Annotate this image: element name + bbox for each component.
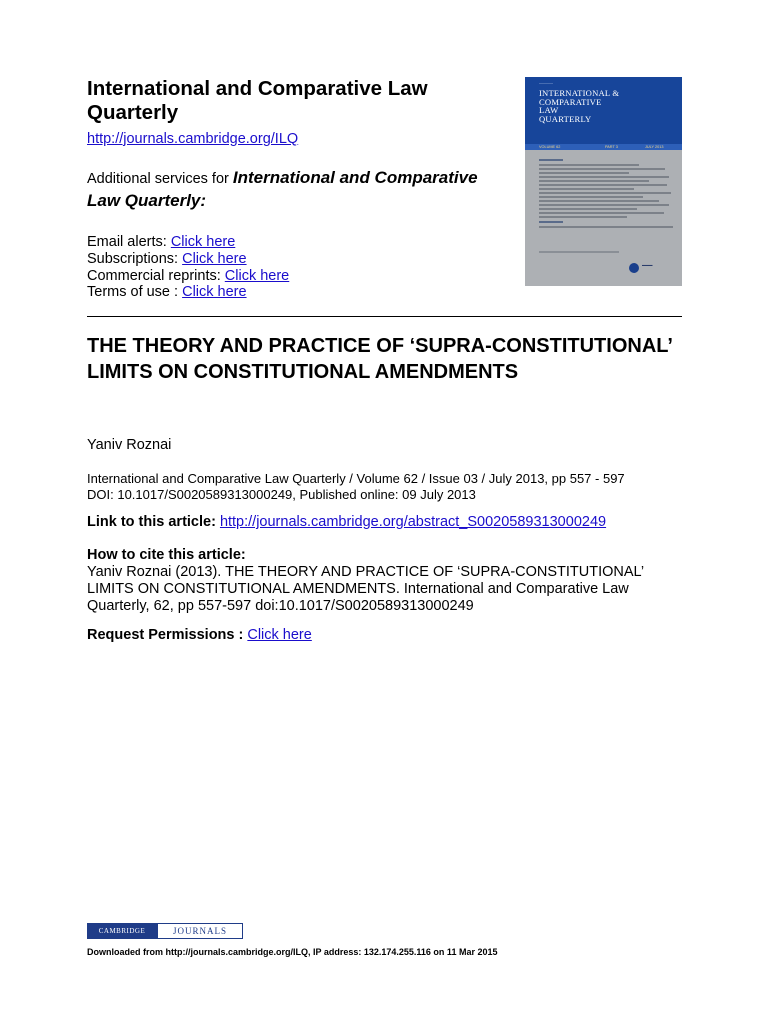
cover-header [525,77,682,144]
how-to-cite [87,547,677,615]
additional-services-prefix: Additional services for [87,171,233,187]
service-email-alerts [87,234,289,251]
terms-of-use-link[interactable]: Click here [182,284,247,301]
cover-title-line: LAW [539,105,559,116]
citation-text: Yaniv Roznai (2013). THE THEORY AND PRACTICE OF ‘SUPRA-CONSTITUTIONAL’ LIMITS ON CONSTITUTIONAL AMENDMENTS. International and Comparative Law Quarterly, 62, pp 557-597 doi:10.1017/S0020589313000249 [87,564,644,614]
cambridge-logo-text: CAMBRIDGE [87,923,157,939]
article-abstract-link[interactable]: http://journals.cambridge.org/abstract_S0020589313000249 [219,514,607,530]
article-author: Yaniv Roznai [87,437,172,453]
service-terms-of-use [87,284,289,301]
article-source [87,471,625,503]
cover-title [539,89,679,123]
cover-issue-band [525,144,682,150]
source-line: International and Comparative Law Quarterly / Volume 62 / Issue 03 / July 2013, pp 557 - 597 [87,471,625,486]
subscriptions-link[interactable]: Click here [182,250,247,267]
services-list [87,234,289,301]
cambridge-journals-logo [87,923,243,939]
cover-title-line: COMPARATIVE [539,96,602,107]
journals-logo-text: JOURNALS [157,923,243,939]
service-label: Subscriptions: [87,250,183,267]
commercial-reprints-link[interactable]: Click here [224,267,290,284]
british-institute-logo-icon [629,263,639,273]
cover-title-line: INTERNATIONAL & [539,88,620,98]
cover-publisher-mark: ▬▬▬ [642,263,653,267]
email-alerts-link[interactable]: Click here [170,234,236,250]
header-divider [87,316,682,317]
service-label: Email alerts: [87,234,171,250]
link-to-article-label: Link to this article: [87,514,220,530]
doi-line: DOI: 10.1017/S0020589313000249, Published online: 09 July 2013 [87,487,476,502]
cover-title-line: QUARTERLY [539,113,592,124]
how-to-cite-label: How to cite this article: [87,547,246,563]
cover-date: JULY 2013 [645,145,664,149]
service-label: Commercial reprints: [87,267,225,284]
cover-volume: VOLUME 62 [539,145,561,149]
journal-url-link[interactable]: http://journals.cambridge.org/ILQ [87,131,299,147]
cover-contents [539,156,673,230]
cover-issn: ———— [539,81,553,85]
additional-services [87,167,507,213]
journal-title: International and Comparative Law Quarterly [87,77,428,124]
service-label: Terms of use : [87,284,183,301]
service-commercial-reprints [87,268,289,285]
service-subscriptions [87,251,289,268]
request-permissions [87,627,312,643]
additional-services-journal: International and Comparative Law Quarterly: [87,168,478,210]
download-notice: Downloaded from http://journals.cambridge.org/ILQ, IP address: 132.174.255.116 on 11 Mar 2015 [87,947,498,957]
cover-part: PART 3 [605,145,618,149]
article-title: THE THEORY AND PRACTICE OF ‘SUPRA-CONSTITUTIONAL’ LIMITS ON CONSTITUTIONAL AMENDMENTS [87,335,672,383]
link-to-article [87,514,606,530]
journal-cover-image [525,77,682,286]
cover-footer-line [539,251,619,253]
request-permissions-label: Request Permissions : [87,627,248,643]
request-permissions-link[interactable]: Click here [247,627,312,643]
